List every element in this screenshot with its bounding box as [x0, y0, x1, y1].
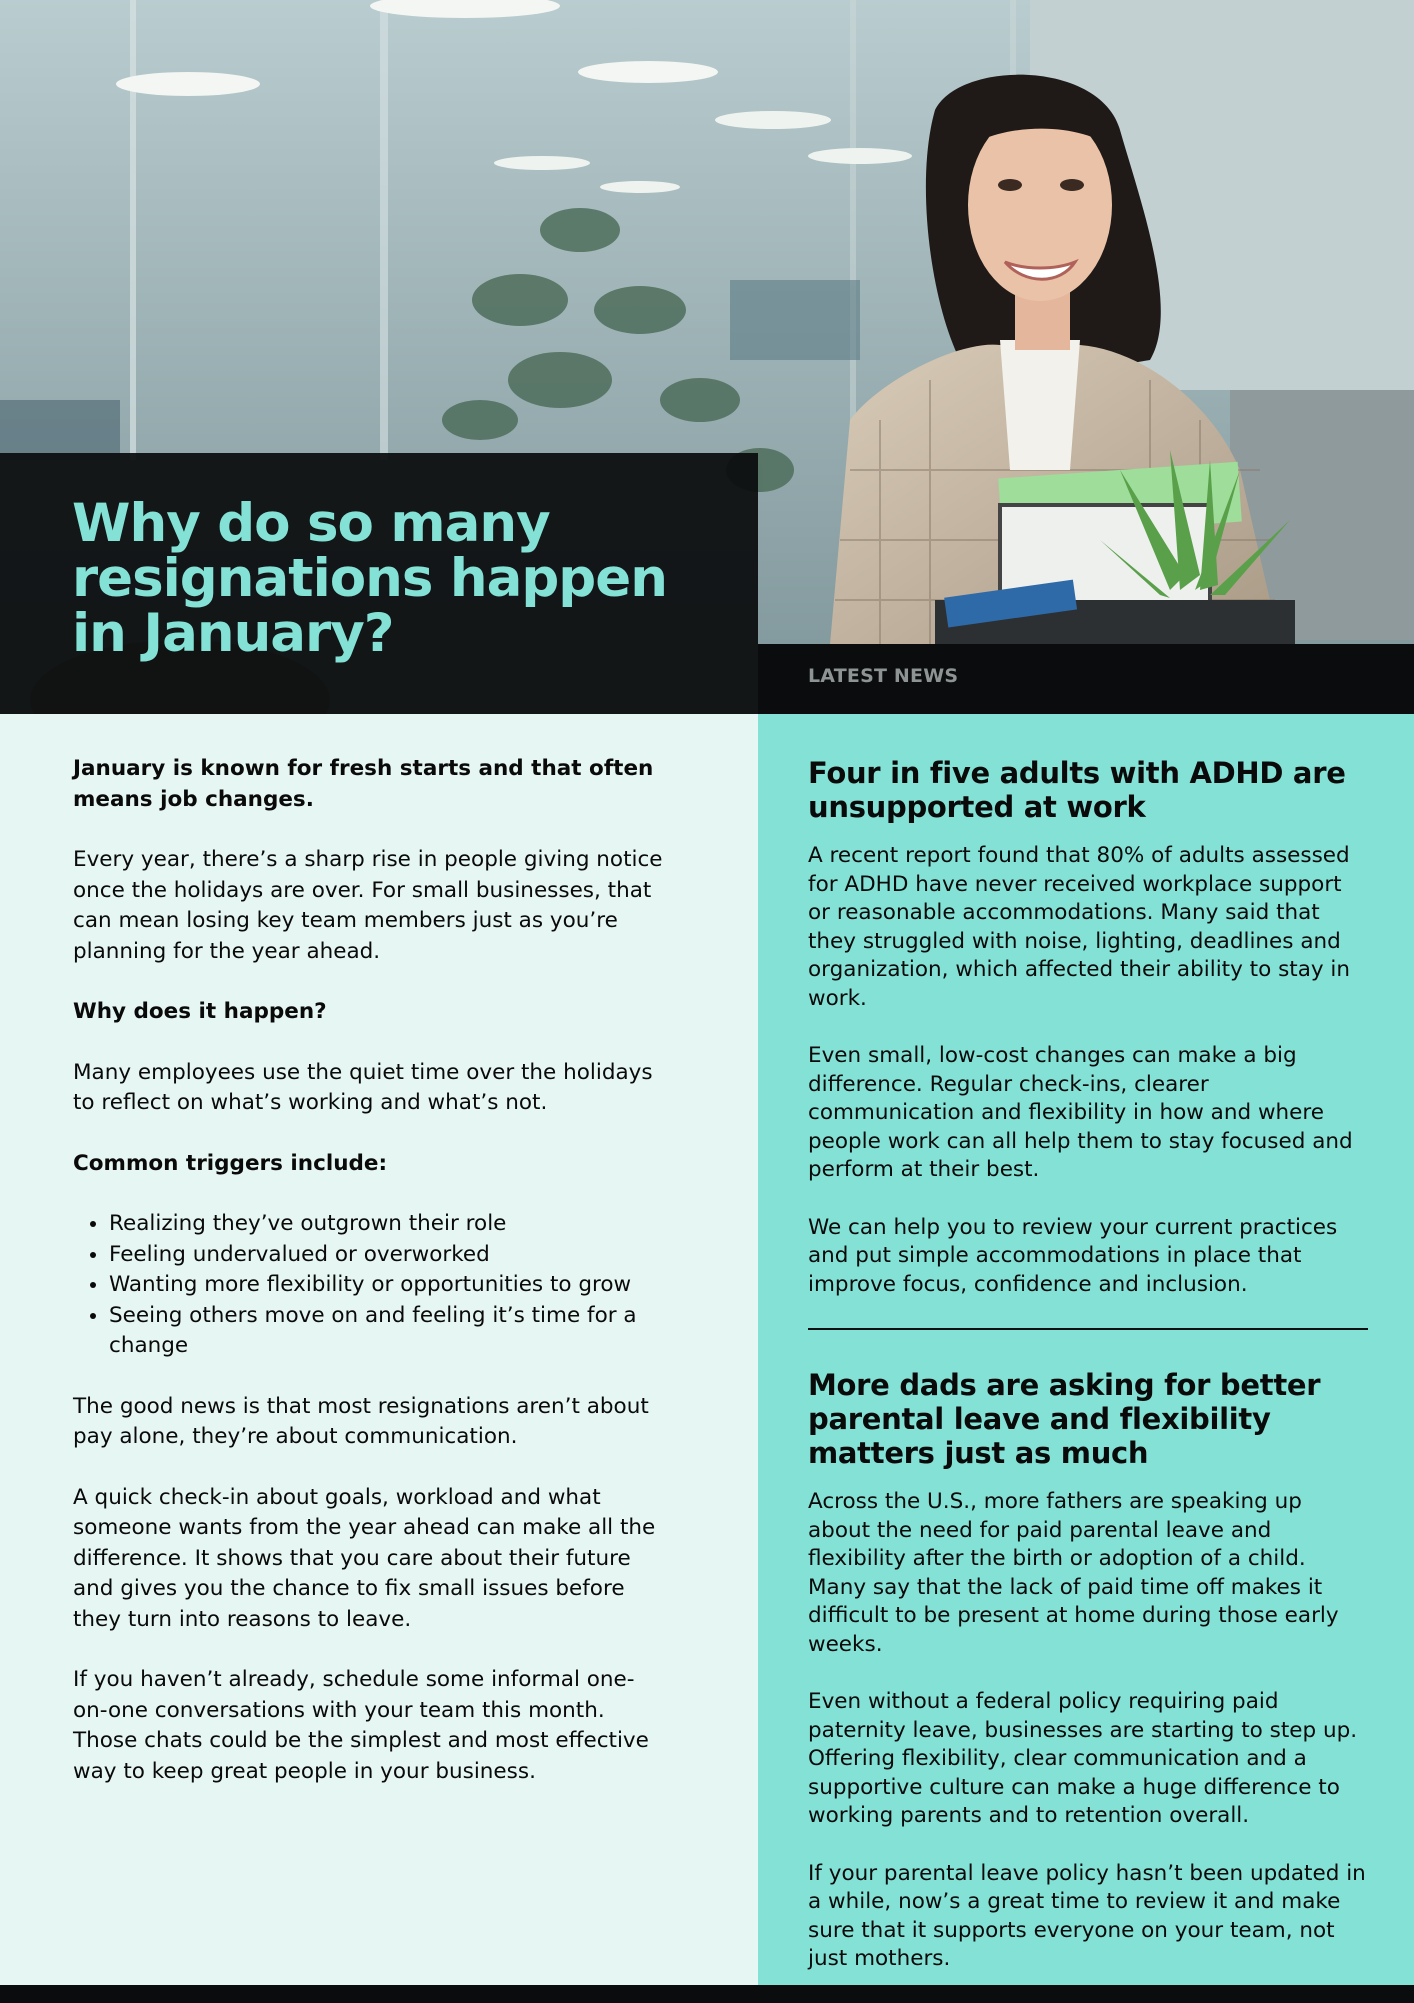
- news-paragraph: If your parental leave policy hasn’t been updated in a while, now’s a great time to review it and make sure that it supports everyone on your team, not just mothers.: [808, 1860, 1366, 1971]
- subheading-why: Why does it happen?: [73, 999, 327, 1024]
- article-lead: January is known for fresh starts and that often means job changes.: [73, 756, 654, 812]
- list-item: • Feeling undervalued or overworked: [109, 1240, 663, 1271]
- article-divider: [808, 1328, 1368, 1330]
- news-title-adhd: Four in five adults with ADHD are unsupported at work: [808, 756, 1346, 824]
- news-paragraph: We can help you to review your current practices and put simple accommodations in place that improve focus, confidence and inclusion.: [808, 1214, 1338, 1297]
- latest-news-label: LATEST NEWS: [808, 665, 959, 687]
- article-paragraph: A quick check-in about goals, workload and what someone wants from the year ahead can make all the difference. It shows that you care about their future and gives you the chance to fix small issues before they turn into reasons to leave.: [73, 1484, 656, 1632]
- news-paragraph: Across the U.S., more fathers are speaking up about the need for paid parental leave and flexibility after the birth or adoption of a child. Many say that the lack of paid time off makes it difficult to be present at home during those early weeks.: [808, 1489, 1339, 1657]
- latest-news-column: [758, 714, 1414, 1985]
- news-paragraph: Even small, low-cost changes can make a big difference. Regular check-ins, clearer communication and flexibility in how and where people work can all help them to stay focused and perform at their best.: [808, 1043, 1353, 1182]
- main-article: [73, 754, 663, 1817]
- page-title: Why do so many resignations happen in January?: [72, 493, 667, 664]
- list-item: • Wanting more flexibility or opportunities to grow: [109, 1270, 663, 1301]
- article-paragraph: If you haven’t already, schedule some informal one-on-one conversations with your team this month. Those chats could be the simplest and most effective way to keep great people in your business.: [73, 1667, 649, 1784]
- list-item: • Realizing they’ve outgrown their role: [109, 1209, 663, 1240]
- subheading-triggers: Common triggers include:: [73, 1150, 388, 1176]
- article-paragraph: Every year, there’s a sharp rise in people giving notice once the holidays are over. For small businesses, that can mean losing key team members just as you’re planning for the year ahead.: [73, 847, 663, 964]
- news-title-parental-leave: More dads are asking for better parental leave and flexibility matters just as much: [808, 1368, 1321, 1470]
- article-paragraph: The good news is that most resignations aren’t about pay alone, they’re about communication.: [73, 1393, 649, 1449]
- list-item: • Seeing others move on and feeling it’s time for a change: [109, 1301, 663, 1362]
- news-articles: [808, 756, 1368, 2003]
- news-paragraph: Even without a federal policy requiring paid paternity leave, businesses are starting to step up. Offering flexibility, clear communication and a supportive culture can make a huge difference to working parents and to retention overall.: [808, 1689, 1358, 1828]
- main-article-column: [0, 714, 758, 1985]
- news-paragraph: A recent report found that 80% of adults assessed for ADHD have never received workplace support or reasonable accommodations. Many said that they struggled with noise, lighting, deadlines and organization, which affected their ability to stay in work.: [808, 843, 1351, 1011]
- article-paragraph: Many employees use the quiet time over the holidays to reflect on what’s working and what’s not.: [73, 1059, 653, 1115]
- triggers-list: [73, 1209, 663, 1362]
- hero-banner: [0, 0, 1414, 714]
- footer-band: [0, 1985, 1414, 2000]
